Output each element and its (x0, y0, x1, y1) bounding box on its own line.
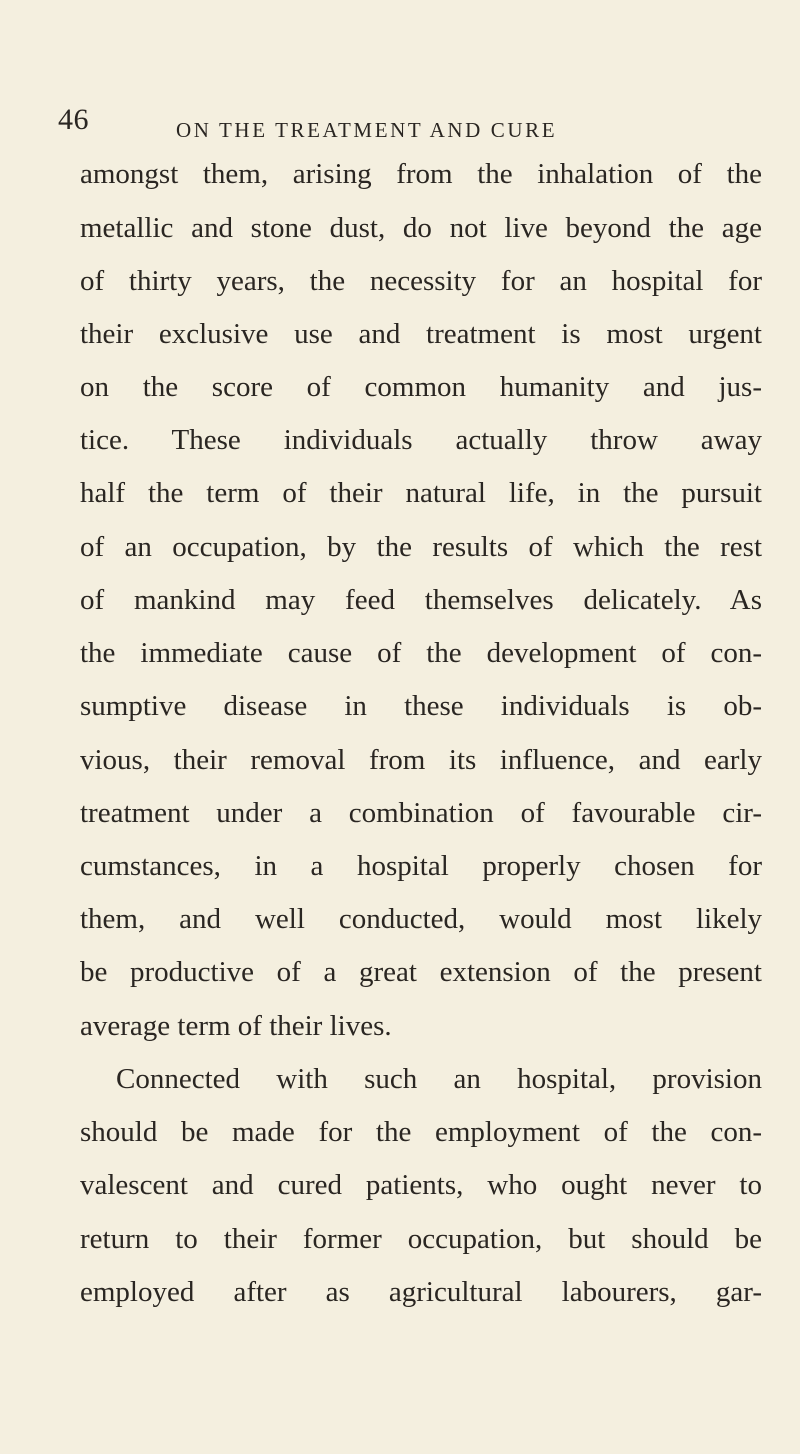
text-line: valescent and cured patients, who ought never to (80, 1169, 762, 1201)
text-line: should be made for the employment of the con- (80, 1116, 762, 1148)
text-line: amongst them, arising from the inhalation of the (80, 158, 762, 190)
text-line-paragraph-end: average term of their lives. (80, 1010, 392, 1042)
text-line: half the term of their natural life, in the pursuit (80, 477, 762, 509)
text-line: metallic and stone dust, do not live beyond the age (80, 212, 762, 244)
text-line: treatment under a combination of favourable cir- (80, 797, 762, 829)
text-line: cumstances, in a hospital properly chosen for (80, 850, 762, 882)
text-line: them, and well conducted, would most likely (80, 903, 762, 935)
text-line: return to their former occupation, but should be (80, 1223, 762, 1255)
text-line: tice. These individuals actually throw away (80, 424, 762, 456)
text-line: employed after as agricultural labourers, gar- (80, 1276, 762, 1308)
text-line: the immediate cause of the development of con- (80, 637, 762, 669)
text-line: on the score of common humanity and jus- (80, 371, 762, 403)
text-line: be productive of a great extension of the present (80, 956, 762, 988)
text-line: of an occupation, by the results of which the rest (80, 531, 762, 563)
text-line: vious, their removal from its influence, and early (80, 744, 762, 776)
text-line: of thirty years, the necessity for an hospital for (80, 265, 762, 297)
page-number: 46 (58, 103, 89, 136)
text-line: sumptive disease in these individuals is ob- (80, 690, 762, 722)
text-line: their exclusive use and treatment is most urgent (80, 318, 762, 350)
text-line: of mankind may feed themselves delicately. As (80, 584, 762, 616)
text-line-paragraph-start: Connected with such an hospital, provision (116, 1063, 762, 1095)
running-head: ON THE TREATMENT AND CURE (176, 118, 558, 142)
